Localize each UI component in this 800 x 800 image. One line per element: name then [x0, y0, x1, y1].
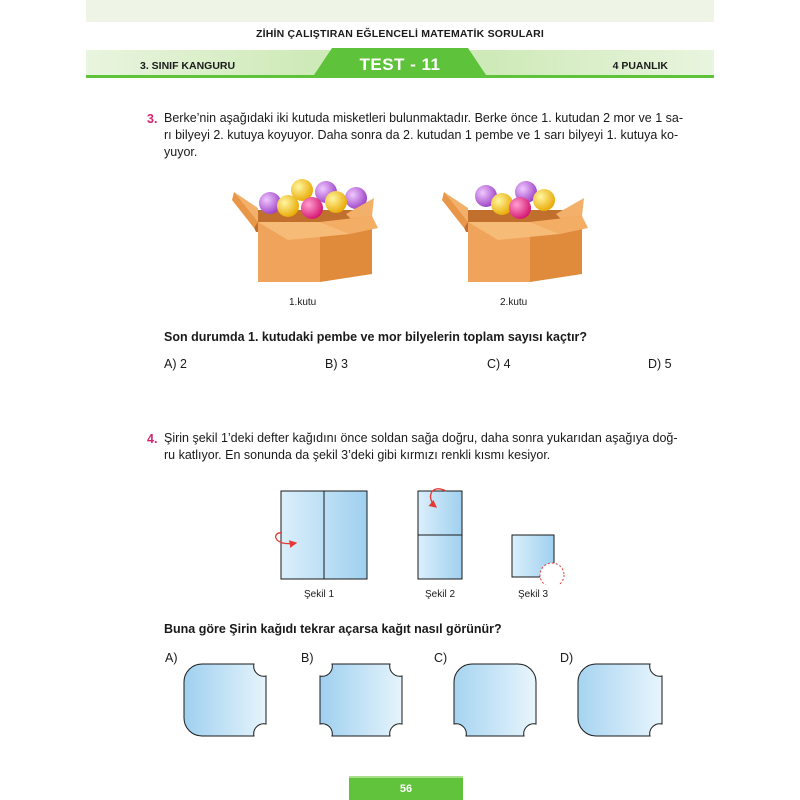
header-top-band — [86, 0, 714, 22]
question-3-prompt: Son durumda 1. kutudaki pembe ve mor bilyelerin toplam sayısı kaçtır? — [164, 330, 588, 344]
question-3-line-1: Berke’nin aşağıdaki iki kutuda misketleri bulunmaktadır. Berke önce 1. kutudan 2 mor ve 1 sa- — [164, 111, 684, 125]
question-3-number: 3. — [147, 112, 158, 126]
option-c-shape[interactable] — [454, 664, 536, 736]
figure-2 — [418, 489, 462, 579]
question-4-line-2: ru katlıyor. En sonunda da şekil 3’deki gibi kırmızı renkli kısmı kesiyor. — [164, 448, 551, 462]
box-1-caption: 1.kutu — [289, 297, 317, 308]
question-4-option-d-label[interactable]: D) — [560, 651, 574, 665]
question-3-option-a[interactable]: A) 2 — [164, 357, 187, 371]
figure-3 — [512, 535, 564, 585]
test-label: TEST - 11 — [359, 55, 441, 74]
question-3-text — [164, 110, 684, 161]
figure-2-caption: Şekil 2 — [425, 589, 456, 600]
option-d-shape[interactable] — [578, 664, 662, 736]
question-3-option-d[interactable]: D) 5 — [648, 357, 672, 371]
question-4-option-c-label[interactable]: C) — [434, 651, 448, 665]
figure-3-caption: Şekil 3 — [518, 589, 549, 600]
grade-label: 3. SINIF KANGURU — [140, 60, 236, 72]
figure-1 — [276, 491, 367, 579]
folding-figures — [270, 485, 570, 585]
box-2-caption: 2.kutu — [500, 297, 528, 308]
option-a-shape[interactable] — [184, 664, 266, 736]
question-4-text — [164, 430, 684, 464]
figure-1-caption: Şekil 1 — [304, 589, 335, 600]
question-4-option-b-label[interactable]: B) — [301, 651, 314, 665]
points-label: 4 PUANLIK — [612, 60, 668, 72]
question-4-line-1: Şirin şekil 1’deki defter kağıdını önce soldan sağa doğru, daha sonra yukarıdan aşağıya doğ- — [164, 431, 678, 445]
question-3-line-2: rı bilyeyi 2. kutuya koyuyor. Daha sonra da 2. kutudan 1 pembe ve 1 sarı bilyeyi 1. kutuya ko- — [164, 128, 679, 142]
box-2-image — [438, 170, 598, 290]
question-4-number: 4. — [147, 432, 158, 446]
page-number: 56 — [399, 783, 413, 795]
answer-options — [180, 660, 680, 750]
box-1-image — [228, 170, 388, 290]
question-3-line-3: yuyor. — [164, 145, 198, 159]
question-4-option-a-label[interactable]: A) — [165, 651, 178, 665]
question-3-option-b[interactable]: B) 3 — [325, 357, 348, 371]
question-3-option-c[interactable]: C) 4 — [487, 357, 511, 371]
header-title: ZİHİN ÇALIŞTIRAN EĞLENCELİ MATEMATİK SORULARI — [255, 28, 544, 40]
option-b-shape[interactable] — [320, 664, 402, 736]
question-4-prompt: Buna göre Şirin kağıdı tekrar açarsa kağıt nasıl görünür? — [164, 622, 502, 636]
